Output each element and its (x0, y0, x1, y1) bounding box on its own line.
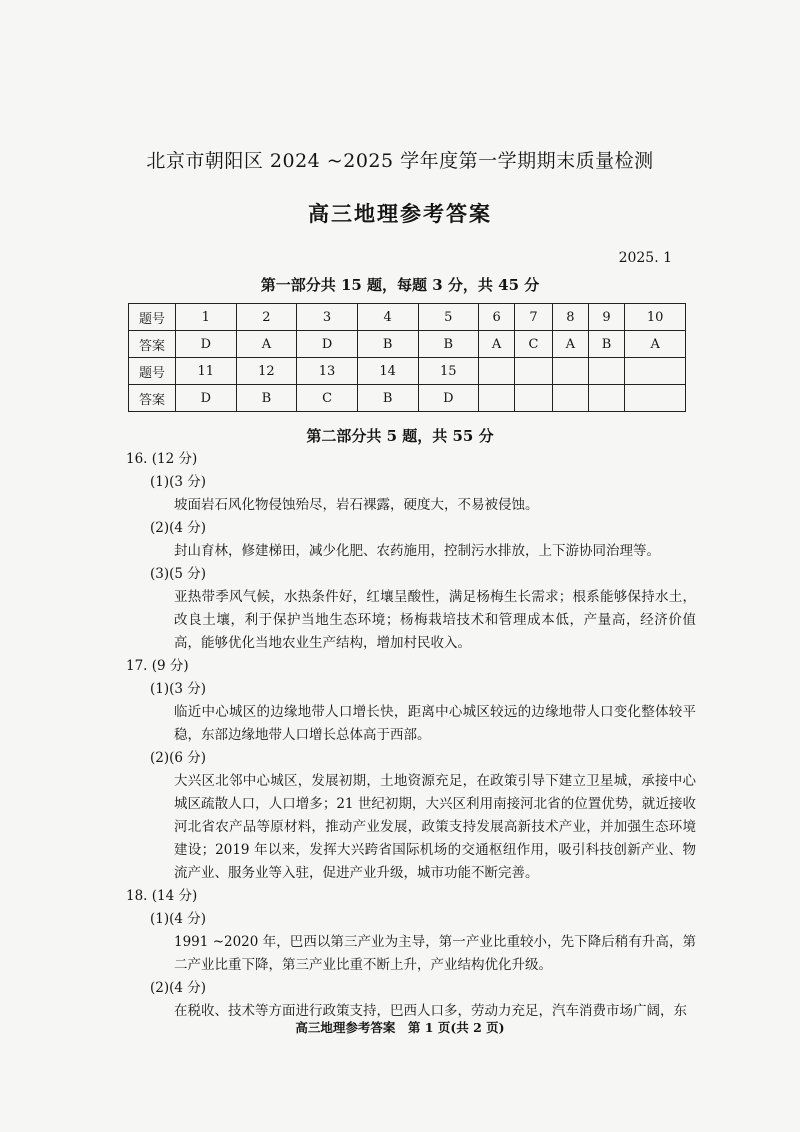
answer-cell: D (418, 385, 479, 412)
part2-heading: 第二部分共 5 题，共 55 分 (306, 427, 494, 445)
question-number: 9 (588, 304, 625, 331)
answer-cell: C (515, 331, 553, 358)
answer-text: 1991 ~2020 年，巴西以第三产业为主导，第一产业比重较小，先下降后稍有升高，第二产业比重下降，第三产业比重不断上升，产业结构优化升级。 (174, 934, 696, 973)
table-row (129, 331, 686, 358)
answer-cell (552, 385, 588, 412)
question-number (479, 358, 515, 385)
row-label: 题号 (129, 358, 176, 385)
question-number (625, 358, 686, 385)
question-number: 6 (479, 304, 515, 331)
subquestion-label: (1)(3 分) (150, 681, 207, 697)
answer-cell: D (176, 331, 237, 358)
row-label: 答案 (129, 385, 176, 412)
table-row (129, 358, 686, 385)
table-row (129, 304, 686, 331)
subquestion-label: (2)(4 分) (150, 520, 207, 536)
question-number: 14 (357, 358, 418, 385)
question-heading: 18. (14 分) (126, 888, 198, 904)
answer-cell: A (236, 331, 297, 358)
row-label: 题号 (129, 304, 176, 331)
question-number (552, 358, 588, 385)
part1-heading: 第一部分共 15 题，每题 3 分，共 45 分 (260, 276, 540, 294)
answer-cell: A (479, 331, 515, 358)
answer-text: 亚热带季风气候，水热条件好，红壤呈酸性，满足杨梅生长需求；根系能够保持水土，改良土壤，利于保护当地生态环境；杨梅栽培技术和管理成本低，产量高，经济价值高，能够优化当地农业生产结构，增加村民收入。 (174, 589, 696, 651)
answer-cell: A (552, 331, 588, 358)
question-number: 11 (176, 358, 237, 385)
answer-text: 临近中心城区的边缘地带人口增长快，距离中心城区较远的边缘地带人口变化整体较平稳，东部边缘地带人口增长总体高于西部。 (174, 704, 696, 743)
question-number: 3 (297, 304, 358, 331)
answer-cell (588, 385, 625, 412)
question-heading: 16. (12 分) (126, 451, 198, 467)
answer-cell: A (625, 331, 686, 358)
answer-cell (479, 385, 515, 412)
subquestion-label: (2)(6 分) (150, 750, 207, 766)
subquestion-label: (1)(3 分) (150, 474, 207, 490)
question-number: 8 (552, 304, 588, 331)
subquestion-label: (3)(5 分) (150, 566, 207, 582)
question-number: 1 (176, 304, 237, 331)
question-number (588, 358, 625, 385)
question-number: 5 (418, 304, 479, 331)
page-title: 北京市朝阳区 2024 ~2025 学年度第一学期期末质量检测 (146, 150, 654, 172)
table-row (129, 385, 686, 412)
answer-table (128, 303, 686, 412)
question-number: 12 (236, 358, 297, 385)
answer-cell (515, 385, 553, 412)
page-subtitle: 高三地理参考答案 (308, 201, 492, 226)
answer-text: 在税收、技术等方面进行政策支持，巴西人口多，劳动力充足，汽车消费市场广阔，东 (174, 1003, 687, 1019)
answer-cell: B (418, 331, 479, 358)
answer-text: 大兴区北邻中心城区，发展初期，土地资源充足，在政策引导下建立卫星城，承接中心城区疏散人口，人口增多；21 世纪初期，大兴区利用南接河北省的位置优势，就近接收河北省农产品等原材料，推动产业发展，政策支持发展高新技术产业，并加强生态环境建设；2019 年以来，发挥大兴跨省国际机场的交通枢纽作用，吸引科技创新产业、物流产业、服务业等入驻，促进产业升级，城市功能不断完善。 (174, 773, 696, 881)
exam-date: 2025. 1 (618, 250, 672, 266)
answer-text: 坡面岩石风化物侵蚀殆尽，岩石裸露，硬度大，不易被侵蚀。 (174, 497, 539, 513)
subquestion-label: (1)(4 分) (150, 911, 207, 927)
question-number: 2 (236, 304, 297, 331)
answer-cell: B (357, 385, 418, 412)
question-number: 7 (515, 304, 553, 331)
question-number: 15 (418, 358, 479, 385)
question-number: 10 (625, 304, 686, 331)
answer-cell: B (588, 331, 625, 358)
question-number (515, 358, 553, 385)
question-number: 4 (357, 304, 418, 331)
page-footer: 高三地理参考答案 第 1 页(共 2 页) (295, 1020, 505, 1035)
answer-cell (625, 385, 686, 412)
answer-cell: D (297, 331, 358, 358)
answer-cell: B (357, 331, 418, 358)
question-number: 13 (297, 358, 358, 385)
part2-content (126, 448, 696, 1023)
row-label: 答案 (129, 331, 176, 358)
answer-text: 封山育林，修建梯田，减少化肥、农药施用，控制污水排放，上下游协同治理等。 (174, 543, 660, 559)
answer-cell: B (236, 385, 297, 412)
subquestion-label: (2)(4 分) (150, 980, 207, 996)
question-heading: 17. (9 分) (126, 658, 189, 674)
answer-cell: C (297, 385, 358, 412)
answer-cell: D (176, 385, 237, 412)
